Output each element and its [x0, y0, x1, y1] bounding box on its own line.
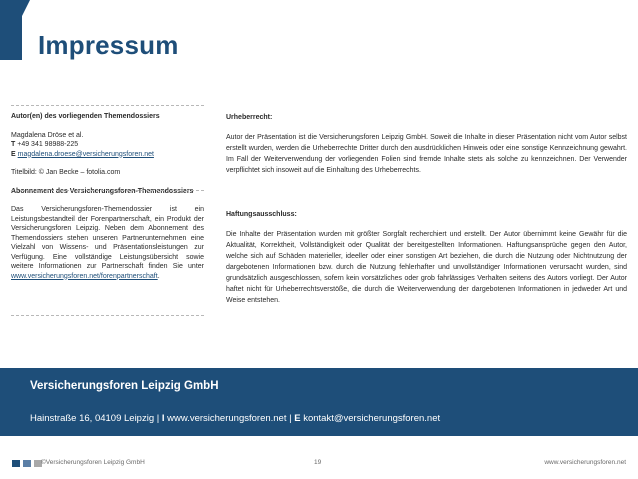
brand-square	[12, 460, 20, 467]
phone-label: T	[11, 141, 16, 148]
page-number: 19	[314, 459, 322, 466]
footer-contact: Hainstraße 16, 04109 Leipzig | I www.versicherungsforen.net | E kontakt@versicherungsforen.net	[30, 413, 441, 424]
phone-value: +49 341 98988-225	[17, 141, 79, 148]
brand-squares	[12, 460, 42, 467]
subscription-body: Das Versicherungsforen-Themendossier ist ein Leistungsbestandteil der Forenpartnerschaft, ein Produkt der Versicherungsforen Leipzig. Neben dem Abonnement des Themendossiers stehen unseren Partnerunternehmen eine Vielzahl von Wissens- und Präsentationsleistungen zur Verfügung. Eine vollständige Leistungsübersicht sowie weitere Informationen zur Partnerschaft finden Sie unter	[11, 206, 204, 270]
divider	[11, 105, 204, 106]
footer-internet-label: I	[161, 413, 165, 424]
author-email	[11, 150, 204, 160]
copyright-text: Autor der Präsentation ist die Versicherungsforen Leipzig GmbH. Soweit die Inhalte in dieser Präsentation nicht vom Autor selbst erstellt wurden, werden die Urheberrechte Dritter durch den ausdrücklichen Hinweis oder eine sonstige Kennzeichnung gewahrt. Im Fall der Weiterverwendung der vorliegenden Folien sind fremde Inhalte stets als solche zu kennzeichnen. Der Verwender verpflichtet sich insoweit auf die Einhaltung des Urheberrechts.	[226, 134, 627, 174]
author-email-link[interactable]: magdalena.droese@versicherungsforen.net	[17, 150, 154, 158]
footer-website[interactable]: www.versicherungsforen.net	[544, 459, 626, 466]
footer-website-link[interactable]: www.versicherungsforen.net	[167, 413, 287, 424]
copyright-heading: Urheberrecht:	[226, 114, 273, 121]
footer-band	[0, 368, 638, 436]
divider	[11, 190, 204, 191]
page-title: Impressum	[38, 30, 179, 60]
footer-company: Versicherungsforen Leipzig GmbH	[30, 380, 219, 392]
footer-email-label: E	[294, 413, 301, 424]
liability-heading: Haftungsausschluss:	[226, 211, 297, 218]
subscription-text: Das Versicherungsforen-Themendossier ist ein Leistungsbestandteil der Forenpartnerschaft, ein Produkt der Versicherungsforen Leipzig. Neben dem Abonnement des Themendossiers stehen unseren Partnerunternehmen eine Vielzahl von Wissens- und Präsentationsleistungen zur Verfügung. Eine vollständige Leistungsübersicht sowie weitere Informationen zur Partnerschaft finden Sie unter www.versicherungsforen.net/forenpartnerschaft.	[11, 206, 204, 280]
subscription-heading: Abonnement des Versicherungsforen-Themendossiers	[11, 187, 194, 195]
left-column	[11, 112, 204, 281]
partnership-link[interactable]: www.versicherungsforen.net/forenpartnerschaft	[11, 272, 158, 280]
liability-text: Die Inhalte der Präsentation wurden mit größter Sorgfalt recherchiert und erstellt. Der Autor übernimmt keine Gewähr für die Aktualität, Korrektheit, Vollständigkeit oder Qualität der bereitgestellten Informationen. Haftungsansprüche gegen den Autor, welche sich auf Schäden materieller, ideeller oder einer sonstigen Art beziehen, die durch die Nutzung oder Nichtnutzung der dargebotenen Informationen bzw. durch die Nutzung fehlerhafter und unvollständiger Informationen verursacht wurden, sind grundsätzlich ausgeschlossen, sofern kein vorsätzliches oder grob fahrlässiges Verhalten seitens des Autors vorliegt. Der Autor haftet nicht für Urheberrechtsverstöße, die durch die Weiterverwendung der dargebotenen Informationen in jedweder Art und Weise entstehen.	[226, 231, 627, 304]
author-name: Magdalena Dröse et al.	[11, 131, 84, 139]
authors-heading: Autor(en) des vorliegenden Themendossiers	[11, 113, 160, 120]
brand-square	[23, 460, 31, 467]
email-label: E	[11, 150, 16, 158]
footer-address: Hainstraße 16, 04109 Leipzig	[30, 413, 155, 424]
footer-copyright: ©Versicherungsforen Leipzig GmbH	[41, 459, 145, 466]
footer-email-link[interactable]: kontakt@versicherungsforen.net	[303, 413, 441, 424]
divider	[11, 315, 204, 316]
author-phone	[11, 140, 204, 150]
corner-accent-slant	[0, 0, 30, 60]
title-image-credit: Titelbild: © Jan Becke – fotolia.com	[11, 169, 121, 176]
right-column	[226, 112, 627, 306]
